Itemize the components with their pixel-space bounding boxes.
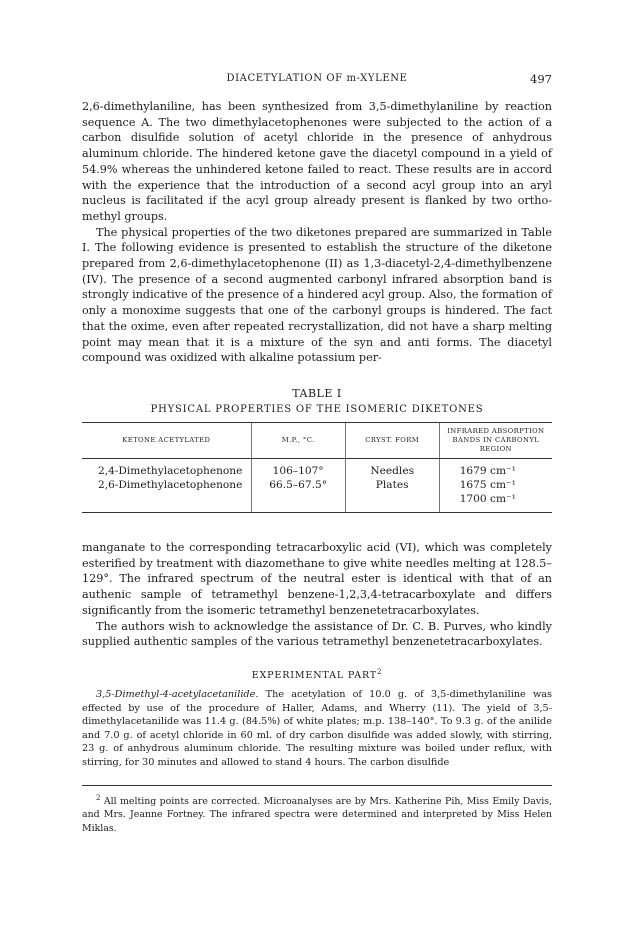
table-cell: [345, 492, 439, 513]
paragraph-1: 2,6-dimethylaniline, has been synthesized from 3,5-dimethylaniline by reaction sequence A. The two dimethylacetophenones were subjected to the action of a carbon disulfide solution of acetyl chloride in the presence of anhydrous aluminum chloride. The hindered ketone gave the diacetyl compound in a yield of 54.9% whereas the unhindered ketone failed to react. These results are in accord with the experience that the introduction of a second acyl group into an aryl nucleus is facilitated if the acyl group already present is flanked by two ortho-methyl groups.: [82, 100, 552, 223]
table-caption: PHYSICAL PROPERTIES OF THE ISOMERIC DIKETONES: [150, 404, 484, 415]
table-cell: 2,6-Dimethylacetophenone: [98, 479, 243, 491]
main-text-continued: [82, 540, 552, 650]
footnote-marker: 2: [96, 793, 101, 802]
table-cell: 1675 cm⁻¹: [439, 478, 552, 492]
table-cell: 66.5–67.5°: [251, 478, 345, 492]
running-head: [82, 73, 552, 89]
table-cell: [251, 492, 345, 513]
table-header-cryst: CRYST. FORM: [345, 423, 439, 459]
table-header-ketone: KETONE ACETYLATED: [82, 423, 251, 459]
table-row: [82, 492, 552, 513]
paragraph-4: The authors wish to acknowledge the assistance of Dr. C. B. Purves, who kindly supplied authentic samples of the various tetramethyl benzenetetracarboxylates.: [82, 619, 552, 649]
section-heading: [82, 667, 552, 681]
experimental-body: The acetylation of 10.0 g. of 3,5-dimethylaniline was effected by use of the procedure of Haller, Adams, and Wherry (11). The yield of 3,5-dimethylacetanilide was 11.4 g. (84.5%) of white plates; m.p. 138–140°. To 9.3 g. of the anilide and 7.0 g. of acetyl chloride in 60 ml. of dry carbon disulfide was added slowly, with stirring, 23 g. of anhydrous aluminum chloride. The resulting mixture was boiled under reflux, with stirring, for 30 minutes and allowed to stand 4 hours. The carbon disulfide: [82, 689, 552, 768]
footnote-paragraph: [82, 795, 552, 835]
footnote-rule: [82, 785, 552, 786]
table-cell: Plates: [345, 478, 439, 492]
table-cell: 106–107°: [251, 459, 345, 479]
table-header-mp: M.P., °C.: [251, 423, 345, 459]
properties-table: [82, 422, 552, 513]
table-row: [82, 459, 552, 479]
table-cell: 2,4-Dimethylacetophenone: [98, 465, 243, 477]
table-cell: 1700 cm⁻¹: [439, 492, 552, 513]
footnote: [82, 795, 552, 835]
section-heading-text: EXPERIMENTAL PART: [251, 670, 378, 681]
table-cell: [82, 492, 251, 513]
table-row: [82, 478, 552, 492]
table-1: [82, 387, 552, 513]
footnote-text: All melting points are corrected. Microanalyses are by Mrs. Katherine Pih, Miss Emily Davis, and Mrs. Jeanne Fortney. The infrared spectra were determined and interpreted by Miss Helen Miklas.: [82, 796, 552, 834]
table-cell: 1679 cm⁻¹: [439, 459, 552, 479]
table-title: TABLE I: [292, 387, 342, 400]
table-cell: Needles: [345, 459, 439, 479]
compound-title: 3,5-Dimethyl-4-acetylacetanilide.: [96, 689, 259, 700]
paragraph-2: The physical properties of the two diketones prepared are summarized in Table I. The following evidence is presented to establish the structure of the diketone prepared from 2,6-dimethylacetophenone (II) as 1,3-diacetyl-2,4-dimethylbenzene (IV). The presence of a second augmented carbonyl infrared absorption band is strongly indicative of the presence of a hindered acyl group. Also, the formation of only a monoxime suggests that one of the carbonyl groups is hindered. The fact that the oxime, even after repeated recrystallization, did not have a sharp melting point may mean that it is a mixture of the syn and anti forms. The diacetyl compound was oxidized with alkaline potassium per-: [82, 225, 552, 365]
table-header-infrared: INFRARED ABSORPTION BANDS IN CARBONYL REGION: [439, 423, 552, 459]
footnote-ref: 2: [377, 667, 383, 676]
main-text: [82, 99, 552, 366]
experimental-paragraph: [82, 688, 552, 770]
page-number: 497: [530, 72, 552, 86]
paragraph-3: manganate to the corresponding tetracarboxylic acid (VI), which was completely esterified by treatment with diazomethane to give white needles melting at 128.5–129°. The infrared spectrum of the neutral ester is identical with that of an authenic sample of tetramethyl benzene-1,2,3,4-tetracarboxylate and differs significantly from the isomeric tetramethyl benzenetetracarboxylates.: [82, 541, 552, 617]
running-title: DIACETYLATION OF m-XYLENE: [226, 73, 408, 84]
experimental-text: [82, 688, 552, 770]
